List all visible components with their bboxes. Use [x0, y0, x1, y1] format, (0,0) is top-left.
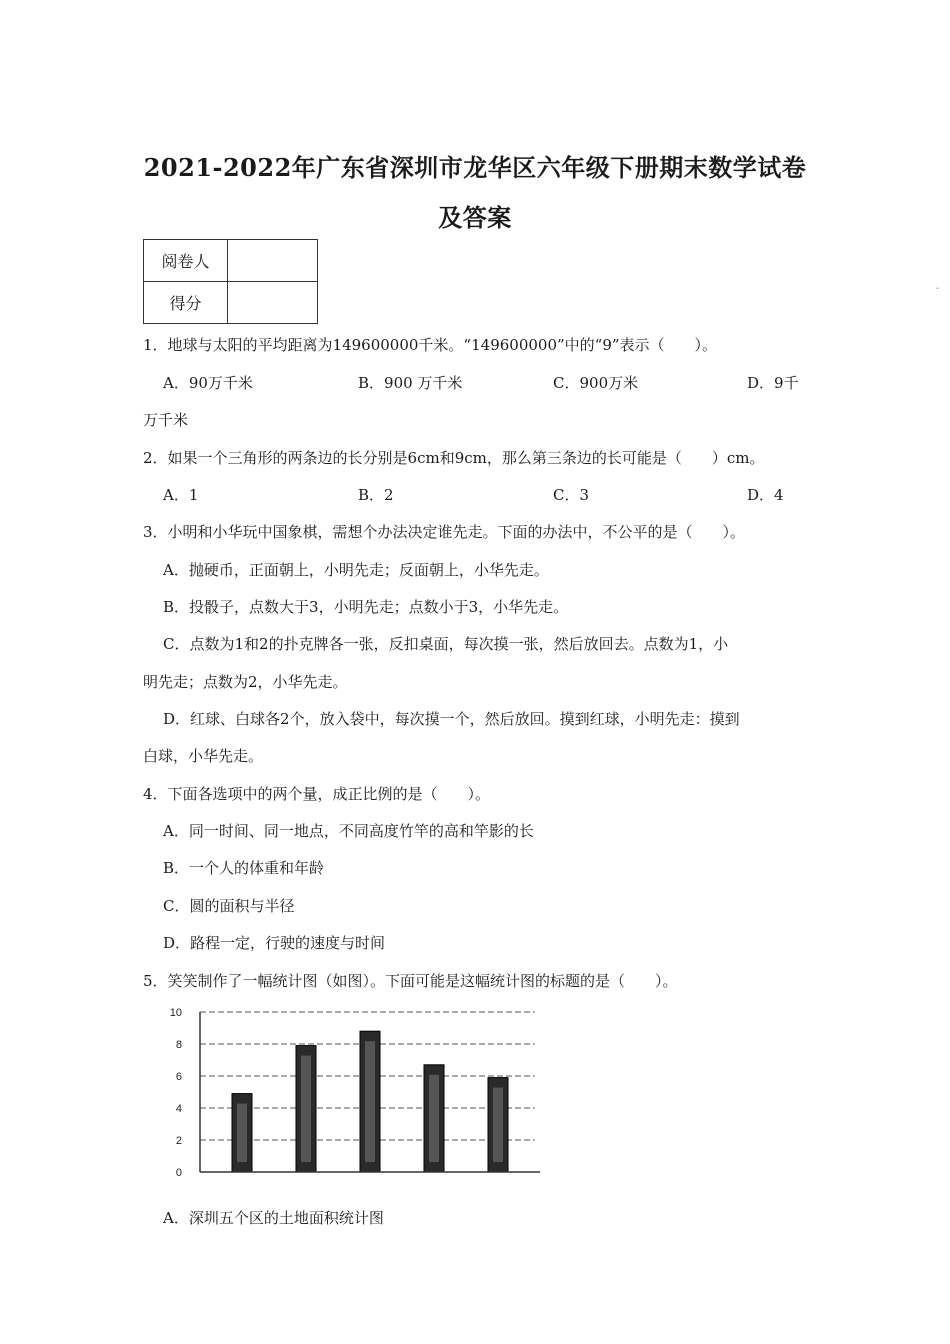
question-1-stem: 1．地球与太阳的平均距离为149600000千米。“149600000”中的“9”表示（ ）。	[143, 336, 718, 354]
question-5-option-a: A．深圳五个区的土地面积统计图	[163, 1209, 384, 1227]
question-1-option-a: A．90万千米	[163, 374, 253, 392]
question-5-stem: 5．笑笑制作了一幅统计图（如图）。下面可能是这幅统计图的标题的是（ ）。	[143, 972, 678, 990]
chart-bar-texture	[429, 1075, 439, 1162]
question-3-option-c-line-2: 明先走；点数为2，小华先走。	[143, 673, 348, 691]
margin-mark: -	[936, 283, 940, 294]
chart-bars	[232, 1031, 508, 1172]
document-title-line-1: 2021-2022年广东省深圳市龙华区六年级下册期末数学试卷	[143, 153, 807, 182]
question-2-stem: 2．如果一个三角形的两条边的长分别是6cm和9cm，那么第三条边的长可能是（ ）cm。	[143, 449, 765, 467]
question-1-option-b: B．900 万千米	[358, 374, 463, 392]
question-2-option-a: A．1	[163, 486, 199, 504]
question-4-option-d: D．路程一定，行驶的速度与时间	[163, 934, 386, 952]
question-2-option-b: B．2	[358, 486, 394, 504]
question-1-option-d: D．9千	[747, 374, 799, 392]
chart-bar-texture	[365, 1041, 375, 1162]
question-1-option-d-wrap: 万千米	[143, 411, 189, 429]
chart-y-tick-label: 4	[175, 1103, 182, 1115]
document-title-line-2: 及答案	[438, 203, 512, 232]
question-5-bar-chart	[160, 1000, 550, 1185]
chart-bar-texture	[493, 1088, 503, 1162]
chart-y-tick-label: 2	[175, 1135, 182, 1147]
question-3-option-b: B．投骰子，点数大于3，小明先走；点数小于3，小华先走。	[163, 598, 569, 616]
chart-y-tick-label: 0	[175, 1167, 182, 1179]
question-1-option-c: C．900万米	[553, 374, 639, 392]
question-4-option-b: B．一个人的体重和年龄	[163, 859, 325, 877]
chart-y-tick-label: 10	[169, 1007, 182, 1019]
question-3-option-d-line-1: D．红球、白球各2个，放入袋中，每次摸一个，然后放回。摸到红球，小明先走：摸到	[163, 710, 740, 728]
question-3-stem: 3．小明和小华玩中国象棋，需想个办法决定谁先走。下面的办法中，不公平的是（ ）。	[143, 523, 746, 541]
grader-value-cell	[228, 240, 318, 282]
chart-bar-texture	[301, 1056, 311, 1162]
question-3-option-d-line-2: 白球，小华先走。	[143, 747, 264, 765]
chart-y-tick-label: 8	[175, 1039, 182, 1051]
grader-label: 阅卷人	[144, 240, 228, 282]
question-4-option-a: A．同一时间、同一地点，不同高度竹竿的高和竿影的长	[163, 822, 534, 840]
grader-score-table	[143, 239, 318, 324]
chart-y-tick-label: 6	[175, 1071, 182, 1083]
chart-bar-texture	[237, 1104, 247, 1162]
score-label: 得分	[144, 282, 228, 324]
question-2-option-c: C．3	[553, 486, 590, 504]
question-4-stem: 4．下面各选项中的两个量，成正比例的是（ ）。	[143, 785, 491, 803]
chart-y-tick-labels	[170, 1007, 182, 1179]
question-2-option-d: D．4	[747, 486, 784, 504]
question-4-option-c: C．圆的面积与半径	[163, 897, 295, 915]
question-3-option-a: A．抛硬币，正面朝上，小明先走；反面朝上，小华先走。	[163, 561, 549, 579]
score-value-cell	[228, 282, 318, 324]
question-3-option-c-line-1: C．点数为1和2的扑克牌各一张，反扣桌面，每次摸一张，然后放回去。点数为1，小	[163, 635, 729, 653]
